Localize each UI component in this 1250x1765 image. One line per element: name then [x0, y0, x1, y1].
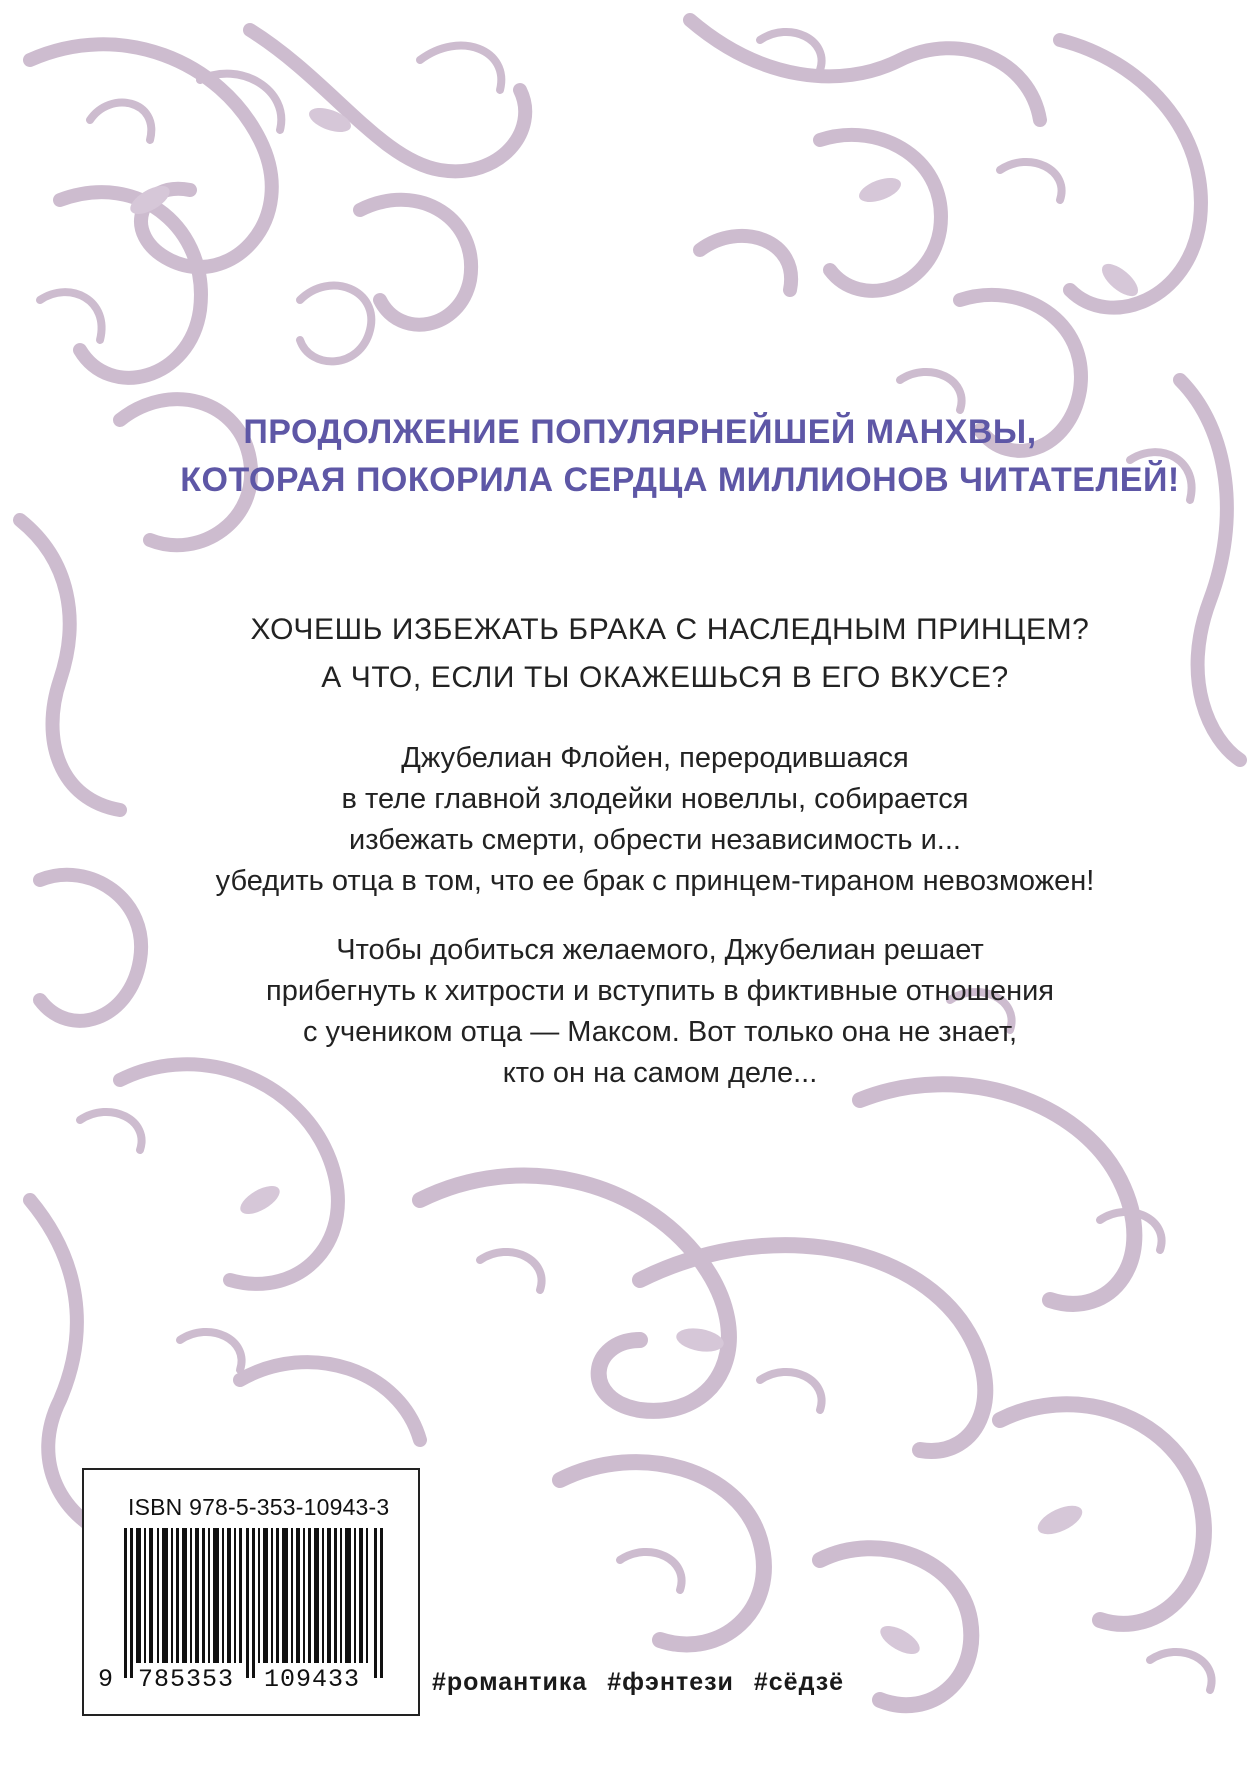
paragraph-line: Джубелиан Флойен, переродившаяся: [401, 742, 909, 774]
paragraph-line: избежать смерти, обрести независимость и...: [349, 824, 961, 856]
hashtags: [432, 1668, 856, 1697]
isbn-label: ISBN 978-5-353-10943-3: [128, 1494, 390, 1520]
headline: [0, 408, 1250, 504]
teaser-line-1: ХОЧЕШЬ ИЗБЕЖАТЬ БРАКА С НАСЛЕДНЫМ ПРИНЦЕМ?: [250, 613, 1090, 646]
paragraph-line: убедить отца в том, что ее брак с принцем-тираном невозможен!: [215, 865, 1095, 897]
teaser: [0, 606, 1250, 702]
paragraph-line: с учеником отца — Максом. Вот только она не знает,: [302, 1016, 1017, 1048]
headline-line-1: ПРОДОЛЖЕНИЕ ПОПУЛЯРНЕЙШЕЙ МАНХВЫ,: [243, 413, 1037, 451]
barcode-digits-right: 109433: [264, 1665, 361, 1694]
isbn-barcode-box: [82, 1468, 420, 1716]
paragraph-line: в теле главной злодейки новеллы, собирается: [341, 783, 969, 815]
paragraph-line: прибегнуть к хитрости и вступить в фиктивные отношения: [266, 975, 1054, 1007]
barcode-digits-left: 785353: [138, 1665, 235, 1694]
headline-line-2: КОТОРАЯ ПОКОРИЛА СЕРДЦА МИЛЛИОНОВ ЧИТАТЕЛЕЙ!: [180, 461, 1180, 499]
paragraph-line: Чтобы добиться желаемого, Джубелиан решает: [336, 934, 984, 966]
synopsis-paragraph-2: [0, 930, 1250, 1094]
hashtag: #фэнтези: [607, 1668, 734, 1696]
barcode-digit-first: 9: [98, 1665, 114, 1694]
barcode-icon: [124, 1528, 386, 1678]
hashtag: #сёдзё: [753, 1668, 845, 1696]
hashtag: #романтика: [432, 1668, 588, 1696]
synopsis-paragraph-1: [0, 738, 1250, 902]
teaser-line-2: А ЧТО, ЕСЛИ ТЫ ОКАЖЕШЬСЯ В ЕГО ВКУСЕ?: [321, 661, 1009, 694]
paragraph-line: кто он на самом деле...: [502, 1057, 818, 1089]
